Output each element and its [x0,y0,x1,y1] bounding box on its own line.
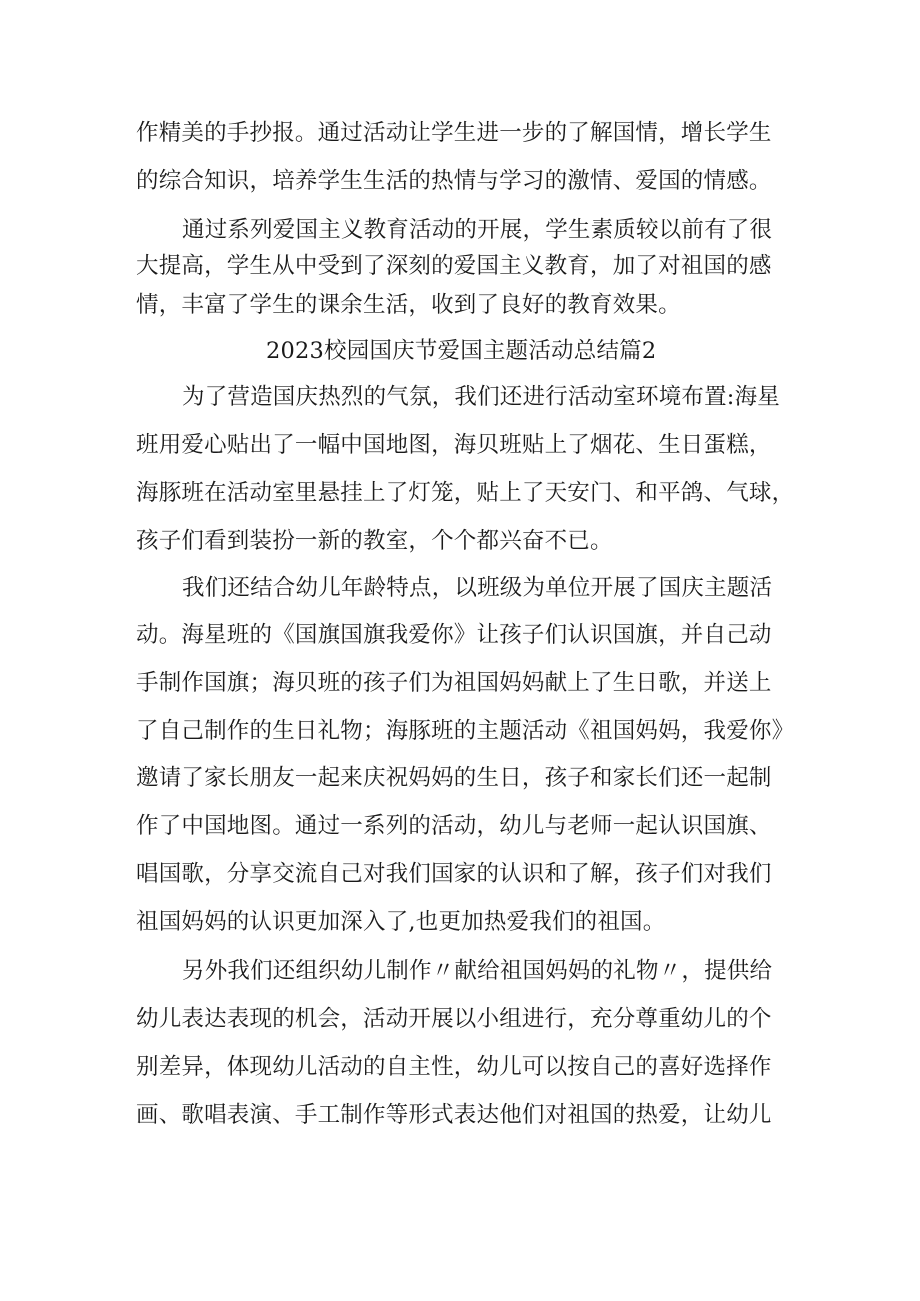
paragraph-first-line: 另外我们还组织幼儿制作〃献给祖国妈妈的礼物〃，提供给 [182,958,773,984]
text-line: 幼儿表达表现的机会，活动开展以小组进行，充分尊重幼儿的个 [136,1006,772,1032]
paragraph-first-line: 为了营造国庆热烈的气氛，我们还进行活动室环境布置:海星 [182,384,780,410]
text-line: 画、歌唱表演、手工制作等形式表达他们对祖国的热爱，让幼儿 [136,1102,772,1128]
paragraph-first-line: 通过系列爱国主义教育活动的开展，学生素质较以前有了很 [182,217,773,243]
text-line: 大提高，学生从中受到了深刻的爱国主义教育，加了对祖国的感 [136,253,772,279]
text-line: 动。海星班的《国旗国旗我爱你》让孩子们认识国旗，并自己动 [136,622,772,648]
text-line: 了自己制作的生日礼物；海豚班的主题活动《祖国妈妈，我爱你》 [136,718,795,744]
text-line: 作了中国地图。通过一系列的活动，幼儿与老师一起认识国旗、 [136,813,772,839]
text-line: 班用爱心贴出了一幅中国地图，海贝班贴上了烟花、生日蛋糕， [136,432,772,458]
text-line: 海豚班在活动室里悬挂上了灯笼，贴上了天安门、和平鸽、气球， [136,480,795,506]
text-line: 祖国妈妈的认识更加深入了,也更加热爱我们的祖国。 [136,909,666,935]
text-line: 情，丰富了学生的课余生活，收到了良好的教育效果。 [136,292,681,318]
text-line: 孩子们看到装扮一新的教室，个个都兴奋不已。 [136,528,613,554]
paragraph-first-line: 我们还结合幼儿年龄特点，以班级为单位开展了国庆主题活 [182,575,773,601]
text-line: 唱国歌，分享交流自己对我们国家的认识和了解，孩子们对我们 [136,861,772,887]
text-line: 邀请了家长朋友一起来庆祝妈妈的生日，孩子和家长们还一起制 [136,765,772,791]
text-line: 别差异，体现幼儿活动的自主性，幼儿可以按自己的喜好选择作 [136,1054,772,1080]
text-line: 手制作国旗；海贝班的孩子们为祖国妈妈献上了生日歌，并送上 [136,670,772,696]
section-title: 2023校园国庆节爱国主题活动总结篇2 [266,338,657,364]
text-line: 作精美的手抄报。通过活动让学生进一步的了解国情，增长学生 [136,120,772,146]
text-line: 的综合知识，培养学生生活的热情与学习的激情、爱国的情感。 [136,168,772,194]
